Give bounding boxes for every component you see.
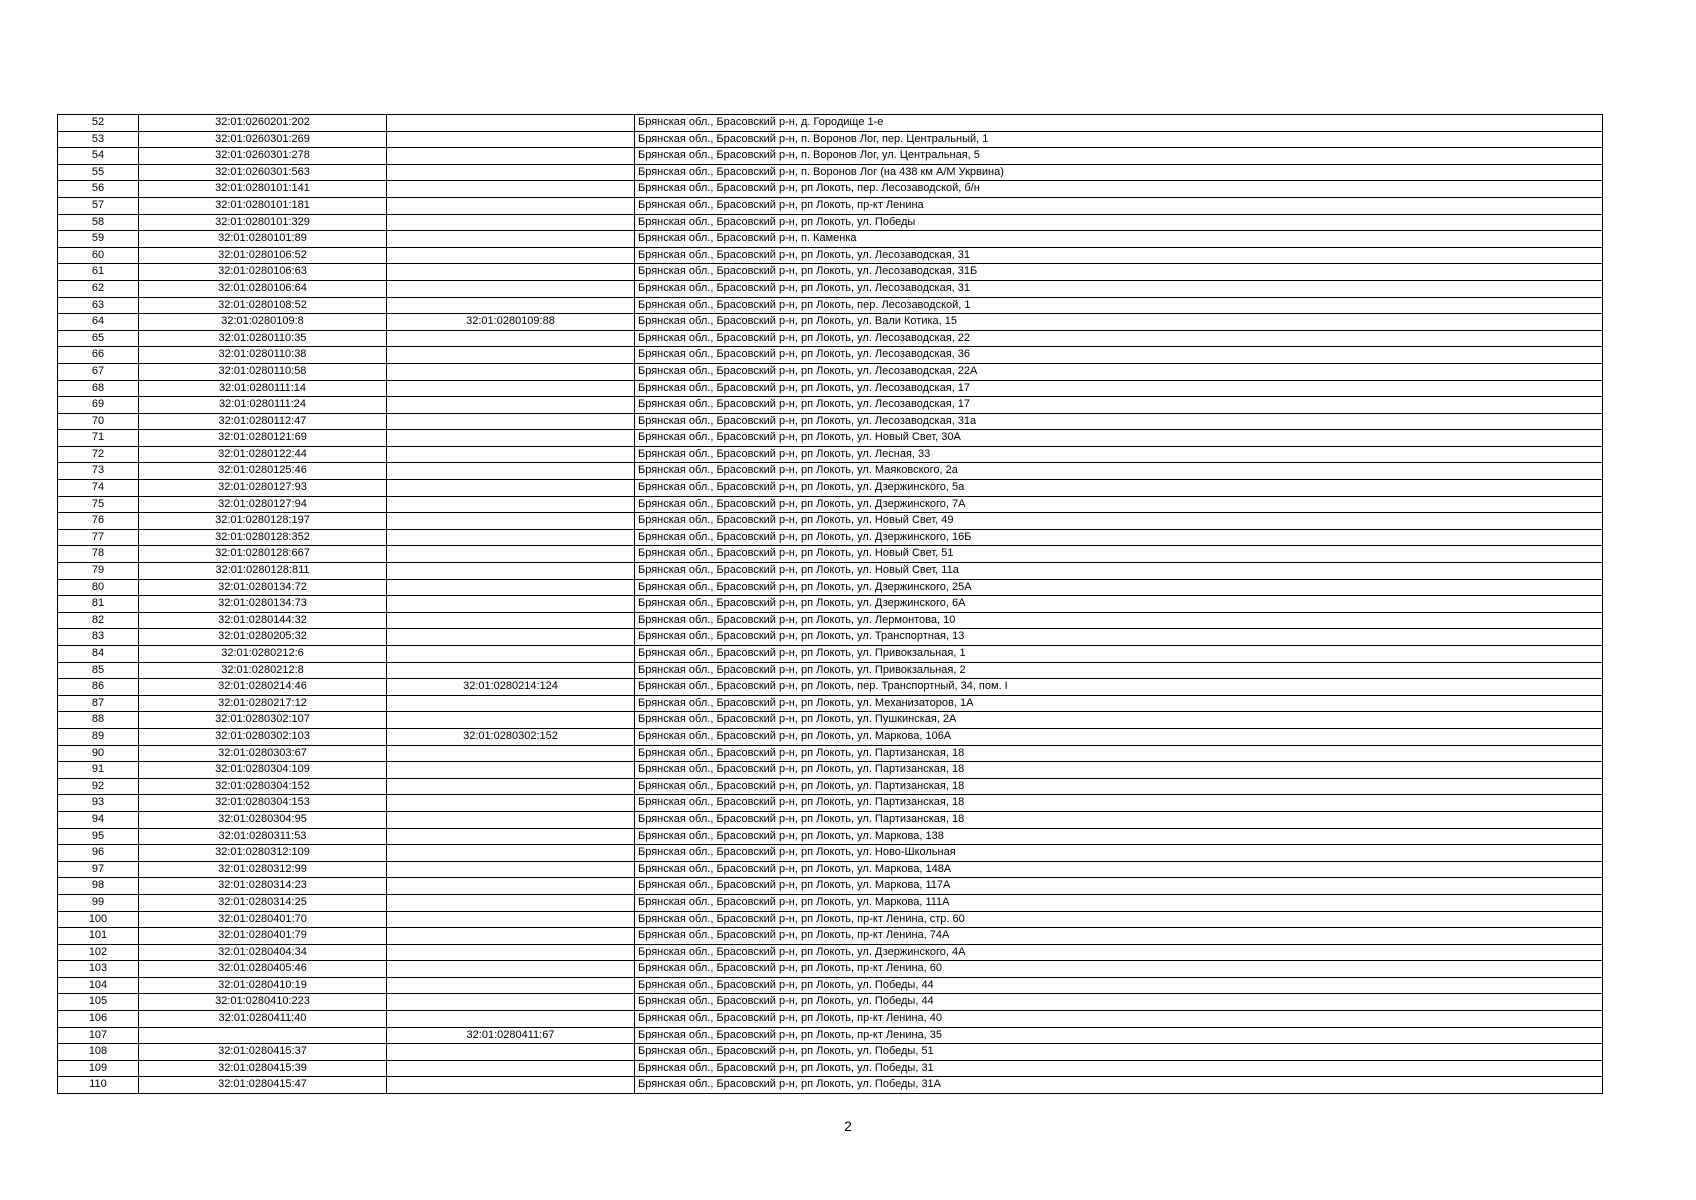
cadastral-number-cell: 32:01:0280205:32 — [139, 629, 387, 646]
table-row — [58, 828, 1603, 845]
address-cell: Брянская обл., Брасовский р-н, рп Локоть, ул. Победы, 44 — [635, 994, 1603, 1011]
table-row — [58, 977, 1603, 994]
cadastral-number-cell: 32:01:0280110:38 — [139, 347, 387, 364]
address-cell: Брянская обл., Брасовский р-н, рп Локоть, ул. Победы, 44 — [635, 977, 1603, 994]
row-number-cell: 93 — [58, 795, 139, 812]
row-number-cell: 57 — [58, 197, 139, 214]
table-row — [58, 878, 1603, 895]
related-cadastral-number-cell — [387, 347, 635, 364]
table-row — [58, 330, 1603, 347]
related-cadastral-number-cell — [387, 1011, 635, 1028]
related-cadastral-number-cell — [387, 695, 635, 712]
address-cell: Брянская обл., Брасовский р-н, рп Локоть, ул. Пушкинская, 2А — [635, 712, 1603, 729]
cadastral-number-cell: 32:01:0280214:46 — [139, 679, 387, 696]
address-cell: Брянская обл., Брасовский р-н, рп Локоть, ул. Ново-Школьная — [635, 845, 1603, 862]
address-cell: Брянская обл., Брасовский р-н, рп Локоть, ул. Лесозаводская, 31 — [635, 280, 1603, 297]
cadastral-number-cell: 32:01:0280106:52 — [139, 247, 387, 264]
table-row — [58, 944, 1603, 961]
address-cell: Брянская обл., Брасовский р-н, рп Локоть, пер. Лесозаводской, б/н — [635, 181, 1603, 198]
table-row — [58, 148, 1603, 165]
related-cadastral-number-cell — [387, 977, 635, 994]
address-cell: Брянская обл., Брасовский р-н, п. Воронов Лог, пер. Центральный, 1 — [635, 131, 1603, 148]
row-number-cell: 95 — [58, 828, 139, 845]
address-cell: Брянская обл., Брасовский р-н, рп Локоть, пр-кт Ленина, 35 — [635, 1027, 1603, 1044]
cadastral-number-cell: 32:01:0260301:269 — [139, 131, 387, 148]
related-cadastral-number-cell — [387, 745, 635, 762]
related-cadastral-number-cell — [387, 247, 635, 264]
address-cell: Брянская обл., Брасовский р-н, рп Локоть, ул. Лермонтова, 10 — [635, 612, 1603, 629]
table-row — [58, 745, 1603, 762]
related-cadastral-number-cell — [387, 961, 635, 978]
related-cadastral-number-cell — [387, 463, 635, 480]
row-number-cell: 100 — [58, 911, 139, 928]
address-cell: Брянская обл., Брасовский р-н, рп Локоть, ул. Лесозаводская, 22А — [635, 363, 1603, 380]
table-row — [58, 928, 1603, 945]
related-cadastral-number-cell — [387, 828, 635, 845]
address-cell: Брянская обл., Брасовский р-н, п. Каменка — [635, 231, 1603, 248]
table-row — [58, 961, 1603, 978]
address-cell: Брянская обл., Брасовский р-н, рп Локоть, пр-кт Ленина, 40 — [635, 1011, 1603, 1028]
cadastral-number-cell: 32:01:0280109:8 — [139, 314, 387, 331]
cadastral-number-cell: 32:01:0280127:94 — [139, 496, 387, 513]
address-cell: Брянская обл., Брасовский р-н, рп Локоть, ул. Привокзальная, 1 — [635, 646, 1603, 663]
table-row — [58, 662, 1603, 679]
address-cell: Брянская обл., Брасовский р-н, рп Локоть, ул. Лесозаводская, 31 — [635, 247, 1603, 264]
table-row — [58, 778, 1603, 795]
cadastral-number-cell: 32:01:0280304:95 — [139, 811, 387, 828]
row-number-cell: 90 — [58, 745, 139, 762]
related-cadastral-number-cell — [387, 297, 635, 314]
related-cadastral-number-cell — [387, 480, 635, 497]
row-number-cell: 78 — [58, 546, 139, 563]
row-number-cell: 109 — [58, 1060, 139, 1077]
row-number-cell: 110 — [58, 1077, 139, 1094]
row-number-cell: 81 — [58, 596, 139, 613]
cadastral-number-cell: 32:01:0280128:197 — [139, 513, 387, 530]
row-number-cell: 88 — [58, 712, 139, 729]
address-cell: Брянская обл., Брасовский р-н, рп Локоть, ул. Новый Свет, 30А — [635, 430, 1603, 447]
address-cell: Брянская обл., Брасовский р-н, рп Локоть, ул. Маркова, 106А — [635, 728, 1603, 745]
cadastral-number-cell: 32:01:0280401:70 — [139, 911, 387, 928]
row-number-cell: 63 — [58, 297, 139, 314]
related-cadastral-number-cell — [387, 778, 635, 795]
table-row — [58, 728, 1603, 745]
page-number: 2 — [844, 1118, 852, 1134]
row-number-cell: 105 — [58, 994, 139, 1011]
row-number-cell: 77 — [58, 529, 139, 546]
related-cadastral-number-cell — [387, 131, 635, 148]
related-cadastral-number-cell — [387, 612, 635, 629]
row-number-cell: 80 — [58, 579, 139, 596]
address-cell: Брянская обл., Брасовский р-н, рп Локоть, пер. Лесозаводской, 1 — [635, 297, 1603, 314]
related-cadastral-number-cell — [387, 264, 635, 281]
row-number-cell: 70 — [58, 413, 139, 430]
address-cell: Брянская обл., Брасовский р-н, рп Локоть, ул. Дзержинского, 25А — [635, 579, 1603, 596]
cadastral-number-cell: 32:01:0280212:8 — [139, 662, 387, 679]
related-cadastral-number-cell — [387, 181, 635, 198]
row-number-cell: 73 — [58, 463, 139, 480]
cadastral-number-cell: 32:01:0280125:46 — [139, 463, 387, 480]
address-cell: Брянская обл., Брасовский р-н, рп Локоть, пр-кт Ленина, 60 — [635, 961, 1603, 978]
address-cell: Брянская обл., Брасовский р-н, п. Воронов Лог, ул. Центральная, 5 — [635, 148, 1603, 165]
row-number-cell: 98 — [58, 878, 139, 895]
row-number-cell: 84 — [58, 646, 139, 663]
row-number-cell: 103 — [58, 961, 139, 978]
table-row — [58, 596, 1603, 613]
related-cadastral-number-cell — [387, 1060, 635, 1077]
cadastral-number-cell: 32:01:0280405:46 — [139, 961, 387, 978]
row-number-cell: 61 — [58, 264, 139, 281]
row-number-cell: 104 — [58, 977, 139, 994]
cadastral-number-cell: 32:01:0280302:107 — [139, 712, 387, 729]
row-number-cell: 74 — [58, 480, 139, 497]
cadastral-number-cell: 32:01:0260301:563 — [139, 164, 387, 181]
table-row — [58, 612, 1603, 629]
cadastral-number-cell: 32:01:0260201:202 — [139, 115, 387, 132]
table-row — [58, 380, 1603, 397]
address-cell: Брянская обл., Брасовский р-н, рп Локоть, ул. Победы — [635, 214, 1603, 231]
related-cadastral-number-cell — [387, 546, 635, 563]
row-number-cell: 96 — [58, 845, 139, 862]
row-number-cell: 71 — [58, 430, 139, 447]
row-number-cell: 65 — [58, 330, 139, 347]
related-cadastral-number-cell — [387, 579, 635, 596]
row-number-cell: 97 — [58, 861, 139, 878]
row-number-cell: 53 — [58, 131, 139, 148]
row-number-cell: 55 — [58, 164, 139, 181]
row-number-cell: 85 — [58, 662, 139, 679]
row-number-cell: 86 — [58, 679, 139, 696]
cadastral-number-cell: 32:01:0280128:811 — [139, 563, 387, 580]
cadastral-number-cell: 32:01:0280415:47 — [139, 1077, 387, 1094]
table-row — [58, 845, 1603, 862]
related-cadastral-number-cell — [387, 513, 635, 530]
address-cell: Брянская обл., Брасовский р-н, рп Локоть, ул. Победы, 31 — [635, 1060, 1603, 1077]
related-cadastral-number-cell — [387, 845, 635, 862]
address-cell: Брянская обл., Брасовский р-н, рп Локоть, ул. Победы, 51 — [635, 1044, 1603, 1061]
row-number-cell: 54 — [58, 148, 139, 165]
row-number-cell: 94 — [58, 811, 139, 828]
cadastral-number-cell: 32:01:0280415:39 — [139, 1060, 387, 1077]
related-cadastral-number-cell — [387, 363, 635, 380]
related-cadastral-number-cell — [387, 1077, 635, 1094]
row-number-cell: 72 — [58, 446, 139, 463]
cadastral-number-cell: 32:01:0280110:35 — [139, 330, 387, 347]
table-row — [58, 480, 1603, 497]
cadastral-number-cell: 32:01:0280101:329 — [139, 214, 387, 231]
property-table-body — [58, 115, 1603, 1094]
related-cadastral-number-cell — [387, 911, 635, 928]
address-cell: Брянская обл., Брасовский р-н, рп Локоть, ул. Дзержинского, 4А — [635, 944, 1603, 961]
row-number-cell: 56 — [58, 181, 139, 198]
table-row — [58, 197, 1603, 214]
cadastral-number-cell: 32:01:0280304:152 — [139, 778, 387, 795]
row-number-cell: 102 — [58, 944, 139, 961]
table-row — [58, 894, 1603, 911]
row-number-cell: 91 — [58, 762, 139, 779]
row-number-cell: 92 — [58, 778, 139, 795]
address-cell: Брянская обл., Брасовский р-н, рп Локоть, ул. Партизанская, 18 — [635, 811, 1603, 828]
address-cell: Брянская обл., Брасовский р-н, рп Локоть, ул. Партизанская, 18 — [635, 795, 1603, 812]
table-row — [58, 247, 1603, 264]
cadastral-number-cell: 32:01:0280311:53 — [139, 828, 387, 845]
related-cadastral-number-cell — [387, 430, 635, 447]
related-cadastral-number-cell — [387, 928, 635, 945]
table-row — [58, 430, 1603, 447]
address-cell: Брянская обл., Брасовский р-н, рп Локоть, ул. Лесозаводская, 31а — [635, 413, 1603, 430]
address-cell: Брянская обл., Брасовский р-н, рп Локоть, ул. Маяковского, 2а — [635, 463, 1603, 480]
row-number-cell: 75 — [58, 496, 139, 513]
cadastral-number-cell: 32:01:0280110:58 — [139, 363, 387, 380]
cadastral-number-cell: 32:01:0280314:23 — [139, 878, 387, 895]
cadastral-number-cell: 32:01:0280106:63 — [139, 264, 387, 281]
table-row — [58, 181, 1603, 198]
address-cell: Брянская обл., Брасовский р-н, рп Локоть, ул. Дзержинского, 6А — [635, 596, 1603, 613]
related-cadastral-number-cell — [387, 197, 635, 214]
related-cadastral-number-cell — [387, 994, 635, 1011]
address-cell: Брянская обл., Брасовский р-н, рп Локоть, пр-кт Ленина, стр. 60 — [635, 911, 1603, 928]
related-cadastral-number-cell: 32:01:0280214:124 — [387, 679, 635, 696]
table-row — [58, 646, 1603, 663]
address-cell: Брянская обл., Брасовский р-н, рп Локоть, пр-кт Ленина — [635, 197, 1603, 214]
related-cadastral-number-cell — [387, 646, 635, 663]
table-row — [58, 712, 1603, 729]
cadastral-number-cell: 32:01:0280302:103 — [139, 728, 387, 745]
cadastral-number-cell: 32:01:0260301:278 — [139, 148, 387, 165]
row-number-cell: 83 — [58, 629, 139, 646]
related-cadastral-number-cell: 32:01:0280302:152 — [387, 728, 635, 745]
table-row — [58, 314, 1603, 331]
address-cell: Брянская обл., Брасовский р-н, рп Локоть, ул. Лесозаводская, 17 — [635, 380, 1603, 397]
table-row — [58, 1060, 1603, 1077]
related-cadastral-number-cell — [387, 380, 635, 397]
address-cell: Брянская обл., Брасовский р-н, рп Локоть, ул. Партизанская, 18 — [635, 778, 1603, 795]
related-cadastral-number-cell — [387, 563, 635, 580]
related-cadastral-number-cell — [387, 861, 635, 878]
address-cell: Брянская обл., Брасовский р-н, рп Локоть, ул. Лесная, 33 — [635, 446, 1603, 463]
related-cadastral-number-cell: 32:01:0280109:88 — [387, 314, 635, 331]
cadastral-number-cell: 32:01:0280122:44 — [139, 446, 387, 463]
row-number-cell: 66 — [58, 347, 139, 364]
cadastral-number-cell: 32:01:0280101:141 — [139, 181, 387, 198]
row-number-cell: 87 — [58, 695, 139, 712]
related-cadastral-number-cell — [387, 330, 635, 347]
cadastral-number-cell: 32:01:0280127:93 — [139, 480, 387, 497]
address-cell: Брянская обл., Брасовский р-н, рп Локоть, ул. Механизаторов, 1А — [635, 695, 1603, 712]
table-row — [58, 496, 1603, 513]
cadastral-number-cell: 32:01:0280111:14 — [139, 380, 387, 397]
related-cadastral-number-cell — [387, 214, 635, 231]
address-cell: Брянская обл., Брасовский р-н, рп Локоть, ул. Лесозаводская, 31Б — [635, 264, 1603, 281]
address-cell: Брянская обл., Брасовский р-н, рп Локоть, ул. Партизанская, 18 — [635, 762, 1603, 779]
related-cadastral-number-cell — [387, 529, 635, 546]
cadastral-number-cell: 32:01:0280134:73 — [139, 596, 387, 613]
table-row — [58, 463, 1603, 480]
cadastral-number-cell: 32:01:0280303:67 — [139, 745, 387, 762]
row-number-cell: 107 — [58, 1027, 139, 1044]
related-cadastral-number-cell — [387, 662, 635, 679]
address-cell: Брянская обл., Брасовский р-н, рп Локоть, ул. Привокзальная, 2 — [635, 662, 1603, 679]
related-cadastral-number-cell — [387, 231, 635, 248]
address-cell: Брянская обл., Брасовский р-н, рп Локоть, ул. Вали Котика, 15 — [635, 314, 1603, 331]
table-row — [58, 762, 1603, 779]
address-cell: Брянская обл., Брасовский р-н, рп Локоть, ул. Дзержинского, 16Б — [635, 529, 1603, 546]
table-row — [58, 115, 1603, 132]
table-row — [58, 861, 1603, 878]
table-row — [58, 446, 1603, 463]
address-cell: Брянская обл., Брасовский р-н, рп Локоть, ул. Новый Свет, 49 — [635, 513, 1603, 530]
row-number-cell: 79 — [58, 563, 139, 580]
table-row — [58, 347, 1603, 364]
address-cell: Брянская обл., Брасовский р-н, рп Локоть, ул. Дзержинского, 5а — [635, 480, 1603, 497]
related-cadastral-number-cell — [387, 795, 635, 812]
cadastral-number-cell: 32:01:0280404:34 — [139, 944, 387, 961]
address-cell: Брянская обл., Брасовский р-н, рп Локоть, ул. Маркова, 117А — [635, 878, 1603, 895]
cadastral-number-cell: 32:01:0280128:667 — [139, 546, 387, 563]
related-cadastral-number-cell — [387, 811, 635, 828]
address-cell: Брянская обл., Брасовский р-н, рп Локоть, ул. Лесозаводская, 36 — [635, 347, 1603, 364]
cadastral-number-cell: 32:01:0280304:153 — [139, 795, 387, 812]
row-number-cell: 67 — [58, 363, 139, 380]
related-cadastral-number-cell — [387, 878, 635, 895]
table-row — [58, 280, 1603, 297]
cadastral-number-cell: 32:01:0280312:99 — [139, 861, 387, 878]
table-row — [58, 679, 1603, 696]
related-cadastral-number-cell — [387, 280, 635, 297]
row-number-cell: 89 — [58, 728, 139, 745]
cadastral-number-cell: 32:01:0280112:47 — [139, 413, 387, 430]
cadastral-number-cell: 32:01:0280134:72 — [139, 579, 387, 596]
cadastral-number-cell: 32:01:0280304:109 — [139, 762, 387, 779]
cadastral-number-cell: 32:01:0280212:6 — [139, 646, 387, 663]
table-row — [58, 413, 1603, 430]
cadastral-number-cell: 32:01:0280410:223 — [139, 994, 387, 1011]
related-cadastral-number-cell — [387, 762, 635, 779]
cadastral-number-cell: 32:01:0280111:24 — [139, 397, 387, 414]
address-cell: Брянская обл., Брасовский р-н, рп Локоть, пр-кт Ленина, 74А — [635, 928, 1603, 945]
row-number-cell: 60 — [58, 247, 139, 264]
address-cell: Брянская обл., Брасовский р-н, рп Локоть, ул. Лесозаводская, 17 — [635, 397, 1603, 414]
row-number-cell: 64 — [58, 314, 139, 331]
table-row — [58, 397, 1603, 414]
row-number-cell: 106 — [58, 1011, 139, 1028]
cadastral-number-cell: 32:01:0280415:37 — [139, 1044, 387, 1061]
table-row — [58, 231, 1603, 248]
related-cadastral-number-cell — [387, 629, 635, 646]
cadastral-number-cell: 32:01:0280121:69 — [139, 430, 387, 447]
address-cell: Брянская обл., Брасовский р-н, рп Локоть, ул. Лесозаводская, 22 — [635, 330, 1603, 347]
row-number-cell: 62 — [58, 280, 139, 297]
row-number-cell: 52 — [58, 115, 139, 132]
row-number-cell: 69 — [58, 397, 139, 414]
address-cell: Брянская обл., Брасовский р-н, рп Локоть, ул. Победы, 31А — [635, 1077, 1603, 1094]
table-row — [58, 513, 1603, 530]
table-row — [58, 579, 1603, 596]
table-row — [58, 994, 1603, 1011]
related-cadastral-number-cell — [387, 496, 635, 513]
table-row — [58, 1011, 1603, 1028]
related-cadastral-number-cell — [387, 944, 635, 961]
address-cell: Брянская обл., Брасовский р-н, п. Воронов Лог (на 438 км А/М Укрвина) — [635, 164, 1603, 181]
cadastral-number-cell: 32:01:0280144:32 — [139, 612, 387, 629]
cadastral-number-cell: 32:01:0280128:352 — [139, 529, 387, 546]
table-row — [58, 911, 1603, 928]
cadastral-number-cell: 32:01:0280108:52 — [139, 297, 387, 314]
row-number-cell: 58 — [58, 214, 139, 231]
related-cadastral-number-cell — [387, 712, 635, 729]
related-cadastral-number-cell — [387, 397, 635, 414]
table-row — [58, 1077, 1603, 1094]
row-number-cell: 99 — [58, 894, 139, 911]
address-cell: Брянская обл., Брасовский р-н, рп Локоть, ул. Новый Свет, 51 — [635, 546, 1603, 563]
row-number-cell: 68 — [58, 380, 139, 397]
address-cell: Брянская обл., Брасовский р-н, рп Локоть, пер. Транспортный, 34, пом. I — [635, 679, 1603, 696]
address-cell: Брянская обл., Брасовский р-н, рп Локоть, ул. Транспортная, 13 — [635, 629, 1603, 646]
table-row — [58, 297, 1603, 314]
related-cadastral-number-cell — [387, 596, 635, 613]
table-row — [58, 811, 1603, 828]
row-number-cell: 59 — [58, 231, 139, 248]
address-cell: Брянская обл., Брасовский р-н, рп Локоть, ул. Дзержинского, 7А — [635, 496, 1603, 513]
table-row — [58, 629, 1603, 646]
row-number-cell: 101 — [58, 928, 139, 945]
related-cadastral-number-cell — [387, 413, 635, 430]
table-row — [58, 214, 1603, 231]
property-table — [57, 114, 1603, 1094]
related-cadastral-number-cell — [387, 164, 635, 181]
cadastral-number-cell: 32:01:0280411:40 — [139, 1011, 387, 1028]
cadastral-number-cell: 32:01:0280217:12 — [139, 695, 387, 712]
cadastral-number-cell: 32:01:0280312:109 — [139, 845, 387, 862]
related-cadastral-number-cell — [387, 115, 635, 132]
table-row — [58, 131, 1603, 148]
table-row — [58, 164, 1603, 181]
row-number-cell: 108 — [58, 1044, 139, 1061]
related-cadastral-number-cell — [387, 446, 635, 463]
cadastral-number-cell: 32:01:0280314:25 — [139, 894, 387, 911]
cadastral-number-cell: 32:01:0280101:89 — [139, 231, 387, 248]
row-number-cell: 76 — [58, 513, 139, 530]
address-cell: Брянская обл., Брасовский р-н, д. Городище 1-е — [635, 115, 1603, 132]
table-row — [58, 563, 1603, 580]
related-cadastral-number-cell — [387, 148, 635, 165]
table-row — [58, 1027, 1603, 1044]
table-row — [58, 264, 1603, 281]
related-cadastral-number-cell — [387, 894, 635, 911]
related-cadastral-number-cell — [387, 1044, 635, 1061]
table-row — [58, 795, 1603, 812]
cadastral-number-cell — [139, 1027, 387, 1044]
table-row — [58, 363, 1603, 380]
address-cell: Брянская обл., Брасовский р-н, рп Локоть, ул. Маркова, 138 — [635, 828, 1603, 845]
table-row — [58, 546, 1603, 563]
cadastral-number-cell: 32:01:0280401:79 — [139, 928, 387, 945]
address-cell: Брянская обл., Брасовский р-н, рп Локоть, ул. Маркова, 111А — [635, 894, 1603, 911]
table-row — [58, 1044, 1603, 1061]
cadastral-number-cell: 32:01:0280101:181 — [139, 197, 387, 214]
address-cell: Брянская обл., Брасовский р-н, рп Локоть, ул. Партизанская, 18 — [635, 745, 1603, 762]
cadastral-number-cell: 32:01:0280106:64 — [139, 280, 387, 297]
address-cell: Брянская обл., Брасовский р-н, рп Локоть, ул. Новый Свет, 11а — [635, 563, 1603, 580]
table-row — [58, 529, 1603, 546]
related-cadastral-number-cell: 32:01:0280411:67 — [387, 1027, 635, 1044]
cadastral-number-cell: 32:01:0280410:19 — [139, 977, 387, 994]
row-number-cell: 82 — [58, 612, 139, 629]
address-cell: Брянская обл., Брасовский р-н, рп Локоть, ул. Маркова, 148А — [635, 861, 1603, 878]
table-row — [58, 695, 1603, 712]
